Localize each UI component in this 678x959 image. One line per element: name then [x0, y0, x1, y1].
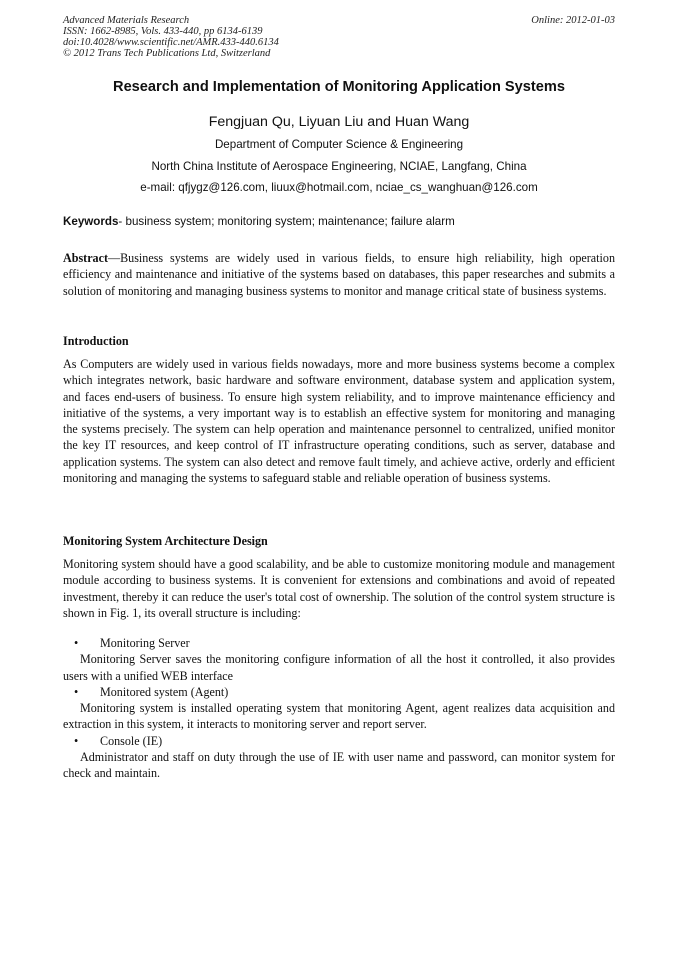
- list-item-description: Monitoring system is installed operating system that monitoring Agent, agent realizes data acquisition and extraction in this system, it interacts to monitoring server and report server.: [63, 701, 615, 732]
- online-date: Online: 2012-01-03: [531, 15, 615, 26]
- copyright-line: © 2012 Trans Tech Publications Ltd, Switzerland: [63, 48, 271, 59]
- introduction-heading: Introduction: [63, 334, 129, 348]
- introduction-paragraph: As Computers are widely used in various fields nowadays, more and more business systems become a complex which integrates network, basic hardware and software environment, database system and application system, and faces end-users of business. To ensure high system reliability, and to improve maintenance efficiency and initiative of the systems, a very important way is to establish an effective system for monitoring and managing the systems precisely. The system can help operation and maintenance personnel to centralized, unified monitor the key IT resources, and keep control of IT infrastructure operating conditions, such as server, database and application systems. The system can also detect and remove fault timely, and achieve active, orderly and efficient monitoring and managing the systems to safeguard stable and reliable operation of business systems.: [63, 357, 615, 486]
- paper-title: Research and Implementation of Monitoring Application Systems: [113, 79, 565, 95]
- keywords-text: - business system; monitoring system; maintenance; failure alarm: [118, 215, 455, 228]
- institute: North China Institute of Aerospace Engineering, NCIAE, Langfang, China: [151, 160, 527, 173]
- abstract-text: —Business systems are widely used in various fields, to ensure high reliability, high operation efficiency and maintenance and initiative of the systems based on databases, this paper researches and submits a solution of monitoring and managing business systems to monitor and manage critical state of business systems.: [63, 251, 615, 298]
- keywords: [63, 215, 615, 228]
- author-list: Fengjuan Qu, Liyuan Liu and Huan Wang: [208, 114, 470, 130]
- keywords-label: Keywords: [63, 215, 119, 228]
- abstract-label: Abstract: [63, 251, 109, 265]
- list-item-description: Administrator and staff on duty through the use of IE with user name and password, can monitor system for check and maintain.: [63, 750, 615, 781]
- list-item-title: Console (IE): [100, 733, 163, 748]
- list-item-description: Monitoring Server saves the monitoring configure information of all the host it controlled, it also provides users with a unified WEB interface: [63, 652, 615, 683]
- list-item: [63, 733, 615, 749]
- architecture-paragraph: Monitoring system should have a good scalability, and be able to customize monitoring module and management module according to business systems. It is convenient for extensions and combinations and avoid of repeated investment, thereby it can reduce the user's total cost of ownership. The solution of the control system structure is shown in Fig. 1, its overall structure is including:: [63, 557, 615, 620]
- issn-line: ISSN: 1662-8985, Vols. 433-440, pp 6134-6139: [63, 26, 263, 37]
- bullet-icon: •: [74, 636, 79, 650]
- list-item-title: Monitored system (Agent): [100, 684, 229, 699]
- email-line: e-mail: qfjygz@126.com, liuux@hotmail.com, nciae_cs_wanghuan@126.com: [140, 181, 538, 194]
- list-item: [63, 635, 615, 651]
- bullet-icon: •: [74, 733, 79, 748]
- architecture-heading: Monitoring System Architecture Design: [63, 534, 268, 548]
- list-item-title: Monitoring Server: [100, 636, 190, 650]
- abstract: [63, 250, 615, 299]
- journal-name: Advanced Materials Research: [63, 15, 190, 26]
- list-item: [63, 684, 615, 700]
- component-list: [63, 635, 615, 782]
- journal-header: [63, 15, 615, 59]
- department: Department of Computer Science & Engineering: [214, 138, 464, 151]
- bullet-icon: •: [74, 684, 79, 699]
- doi-link[interactable]: doi:10.4028/www.scientific.net/AMR.433-440.6134: [63, 37, 279, 48]
